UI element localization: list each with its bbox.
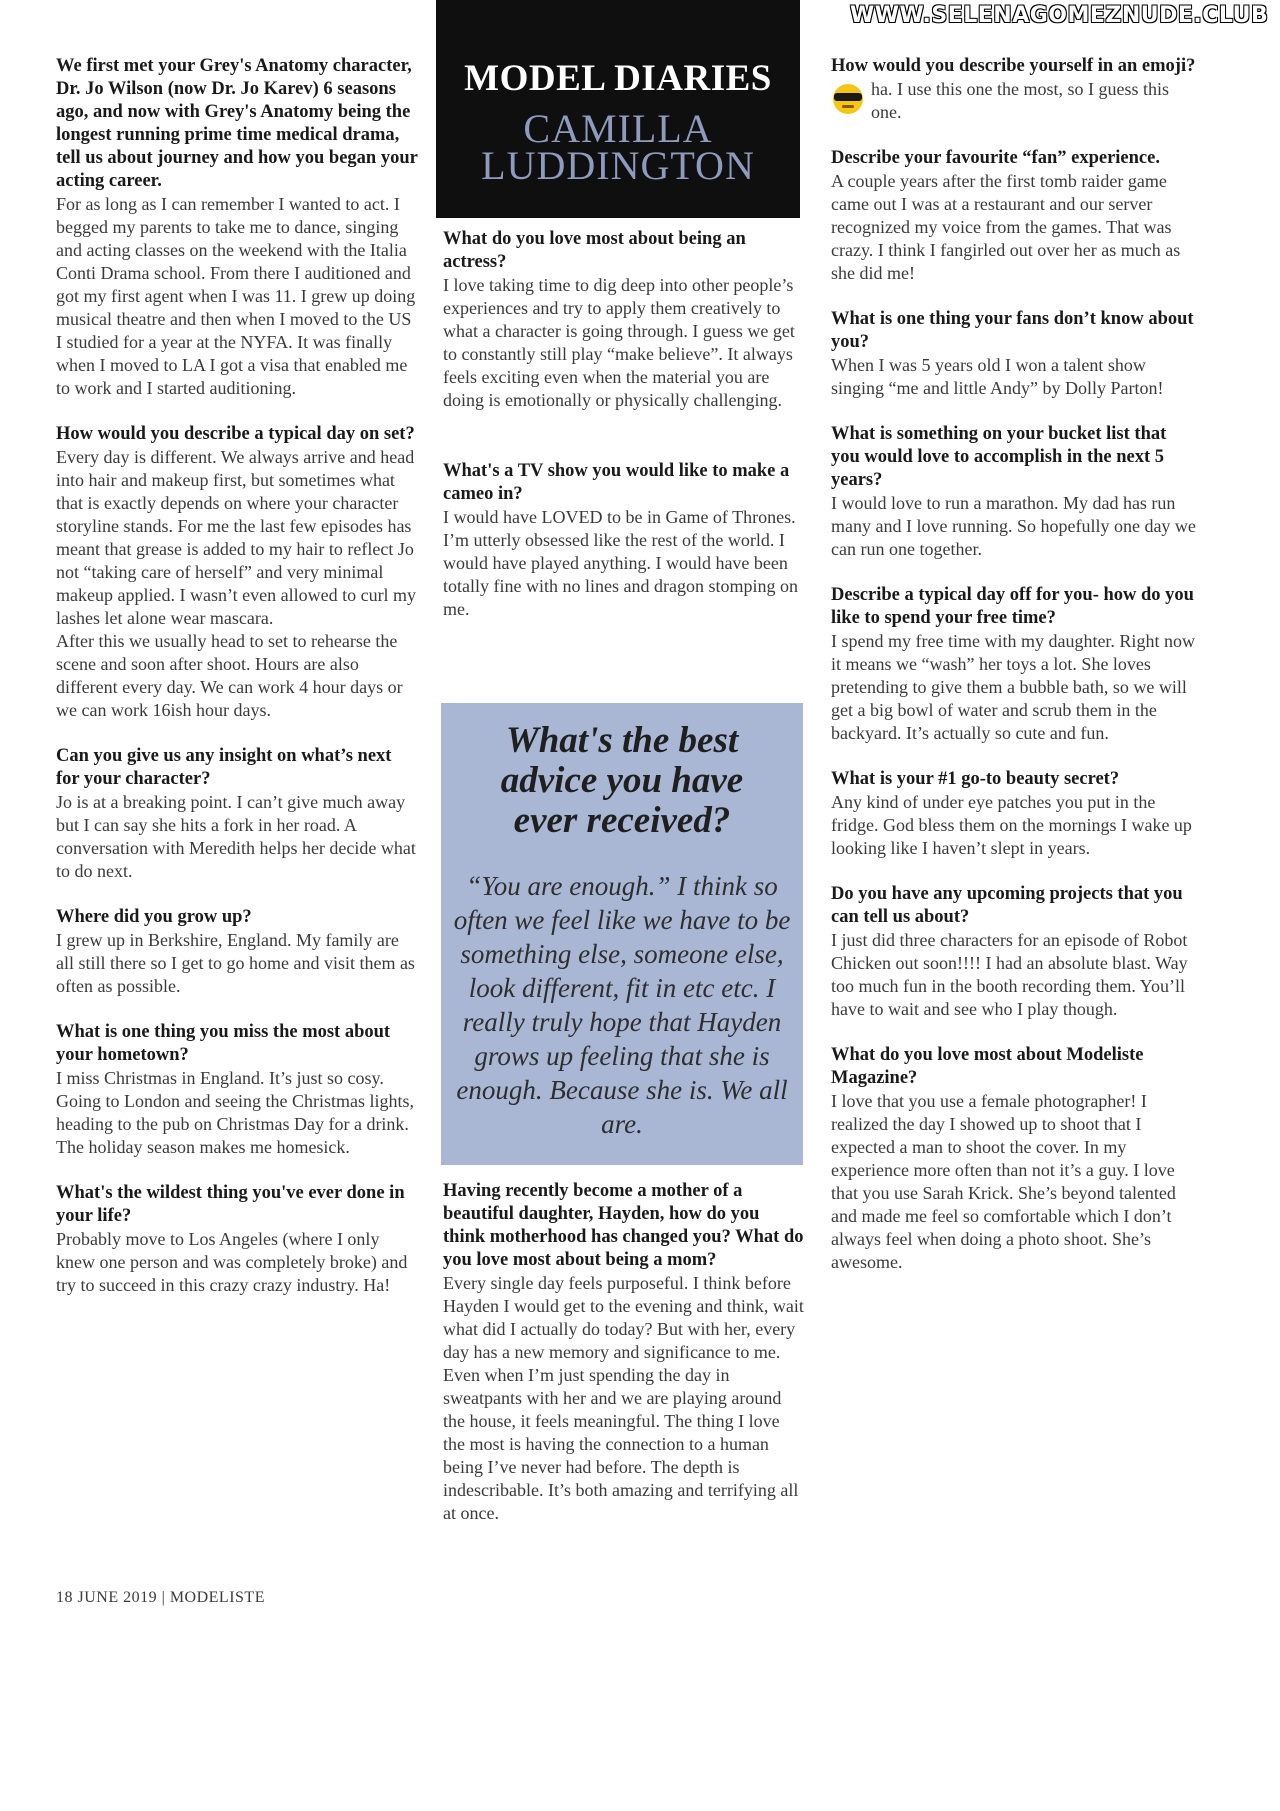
question: What is one thing your fans don’t know about you? <box>831 309 1194 352</box>
question: What is one thing you miss the most about your hometown? <box>56 1022 391 1065</box>
qa-item <box>443 1180 805 1525</box>
qa-item <box>443 228 803 412</box>
middle-column <box>443 228 803 621</box>
question: Describe a typical day off for you- how do you like to spend your free time? <box>831 585 1194 628</box>
qa-item <box>831 584 1197 745</box>
question: Can you give us any insight on what’s next for your character? <box>56 746 392 789</box>
qa-item <box>831 1044 1197 1274</box>
qa-item <box>831 423 1197 561</box>
question: Do you have any upcoming projects that you can tell us about? <box>831 884 1183 927</box>
qa-item <box>831 883 1197 1021</box>
right-column <box>831 55 1197 1274</box>
pull-quote-text: “You are enough.” I think so often we feel like we have to be something else, someone else, look different, fit in etc etc. I really truly hope that Hayden grows up feeling that she is enough. Because she is. We all are. <box>453 871 791 1139</box>
pull-quote-box <box>441 703 803 1165</box>
answer: Every day is different. We always arrive and head into hair and makeup first, but sometimes what that is exactly depends on where your character storyline stands. For me the last few episodes has meant that grease is added to my hair to reflect Jo not “taking care of herself” and very minimal makeup applied. I wasn’t even allowed to curl my lashes let alone wear mascara. After this we usually head to set to rehearse the scene and soon after shoot. Hours are also different every day. We can work 4 hour days or we can work 16ish hour days. <box>56 447 417 720</box>
answer: I grew up in Berkshire, England. My family are all still there so I get to go home and visit them as often as possible. <box>56 930 415 996</box>
answer: ha. I use this one the most, so I guess this one. <box>871 79 1169 122</box>
qa-item <box>56 906 418 998</box>
header-banner <box>436 0 800 218</box>
answer: Probably move to Los Angeles (where I only knew one person and was completely broke) and try to succeed in this crazy crazy industry. Ha! <box>56 1229 408 1295</box>
sunglasses-emoji-icon <box>831 84 865 114</box>
answer: Jo is at a breaking point. I can’t give much away but I can say she hits a fork in her road. A conversation with Meredith helps her decide what to do next. <box>56 792 416 881</box>
answer: I spend my free time with my daughter. Right now it means we “wash” her toys a lot. She loves pretending to give them a bubble bath, so we will get a big bowl of water and scrub them in the backyard. It’s actually so cute and fun. <box>831 631 1195 743</box>
answer: When I was 5 years old I won a talent show singing “me and little Andy” by Dolly Parton! <box>831 355 1164 398</box>
question: What do you love most about being an actress? <box>443 229 746 272</box>
qa-item <box>56 1021 418 1159</box>
question: What's a TV show you would like to make a cameo in? <box>443 461 790 504</box>
answer: I love that you use a female photographer! I realized the day I showed up to shoot that I expected a man to shoot the cover. In my experience more often than not it’s a guy. I love that you use Sarah Krick. She’s beyond talented and made me feel so comfortable which I don’t always feel when doing a photo shoot. She’s awesome. <box>831 1091 1176 1272</box>
question: How would you describe yourself in an emoji? <box>831 56 1196 76</box>
answer: A couple years after the first tomb raider game came out I was at a restaurant and our server recognized my voice from the games. That was crazy. I think I fangirled out over her as much as she did me! <box>831 171 1181 283</box>
answer: I would have LOVED to be in Game of Thrones. I’m utterly obsessed like the rest of the world. I would have played anything. I would have been totally fine with no lines and dragon stomping on me. <box>443 507 798 619</box>
question: What's the wildest thing you've ever done in your life? <box>56 1183 405 1226</box>
middle-column-bottom <box>443 1180 805 1525</box>
answer: Any kind of under eye patches you put in the fridge. God bless them on the mornings I wake up looking like I haven’t slept in years. <box>831 792 1192 858</box>
qa-item <box>831 147 1197 285</box>
qa-item <box>443 460 803 621</box>
question: We first met your Grey's Anatomy character, Dr. Jo Wilson (now Dr. Jo Karev) 6 seasons ago, and now with Grey's Anatomy being the longest running prime time medical drama, tell us about journey and how you began your acting career. <box>56 56 418 191</box>
qa-item <box>831 308 1197 400</box>
page-footer: 18 JUNE 2019 | MODELISTE <box>56 1589 265 1606</box>
left-column <box>56 55 418 1297</box>
answer: I just did three characters for an episode of Robot Chicken out soon!!!! I had an absolute blast. Way too much fun in the booth recording them. You’ll have to wait and see who I play though. <box>831 930 1188 1019</box>
question: Where did you grow up? <box>56 907 252 927</box>
subject-name: CAMILLA LUDDINGTON <box>481 106 755 188</box>
question: Having recently become a mother of a beautiful daughter, Hayden, how do you think motherhood has changed you? What do you love most about being a mom? <box>443 1181 804 1270</box>
question: Describe your favourite “fan” experience. <box>831 148 1160 168</box>
question: How would you describe a typical day on set? <box>56 424 415 444</box>
qa-item <box>831 55 1197 124</box>
answer: I miss Christmas in England. It’s just so cosy. Going to London and seeing the Christmas lights, heading to the pub on Christmas Day for a drink. The holiday season makes me homesick. <box>56 1068 414 1157</box>
qa-item <box>56 745 418 883</box>
pull-quote-heading: What's the best advice you have ever received? <box>500 720 744 841</box>
qa-item <box>56 55 418 400</box>
emoji-answer <box>831 78 1197 124</box>
answer: For as long as I can remember I wanted to act. I begged my parents to take me to dance, singing and acting classes on the weekend with the Italia Conti Drama school. From there I auditioned and got my first agent when I was 11. I grew up doing musical theatre and then when I moved to the US I studied for a year at the NYFA. It was finally when I moved to LA I got a visa that enabled me to work and I started auditioning. <box>56 194 416 398</box>
qa-item <box>56 423 418 722</box>
section-title: MODEL DIARIES <box>464 58 772 99</box>
question: What is something on your bucket list that you would love to accomplish in the next 5 years? <box>831 424 1167 490</box>
watermark: WWW.SELENAGOMEZNUDE.CLUB <box>850 0 1280 34</box>
question: What is your #1 go-to beauty secret? <box>831 769 1120 789</box>
answer: Every single day feels purposeful. I think before Hayden I would get to the evening and think, wait what did I actually do today? But with her, every day has a new memory and significance to me. Even when I’m just spending the day in sweatpants with her and we are playing around the house, it feels meaningful. The thing I love the most is having the connection to a human being I’ve never had before. The depth is indescribable. It’s both amazing and terrifying all at once. <box>443 1273 804 1523</box>
qa-item <box>56 1182 418 1297</box>
question: What do you love most about Modeliste Magazine? <box>831 1045 1144 1088</box>
answer: I love taking time to dig deep into other people’s experiences and try to apply them creatively to what a character is going through. I guess we get to constantly still play “make believe”. It always feels exciting even when the material you are doing is emotionally or physically challenging. <box>443 275 795 410</box>
qa-item <box>831 768 1197 860</box>
answer: I would love to run a marathon. My dad has run many and I love running. So hopefully one day we can run one together. <box>831 493 1196 559</box>
